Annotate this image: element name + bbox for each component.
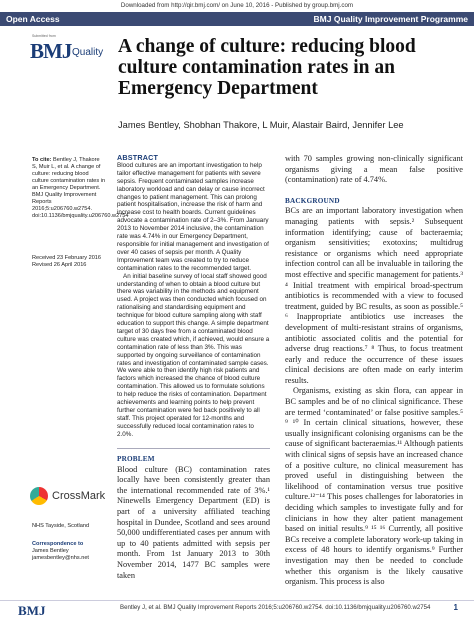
problem-heading: PROBLEM — [117, 455, 155, 463]
correspondence-email[interactable]: jamesbentley@nhs.net — [32, 555, 89, 561]
revised-date: Revised 26 April 2016 — [32, 262, 87, 268]
background-paragraph-1: BCs are an important laboratory investigation when managing patients with sepsis.² Subsequent information identifying; cause of bacteraemia; organism sensitivities; exotoxins; multidrug resistance or organisms which need appropriate infection control can all be invaluable in tailoring the most effective and specific management for patients.³ ⁴ Initial treatment with empirical broad-spectrum antibiotics is recommended with a view to focused treatment, guided by BC results, as soon as possible.⁵ ⁶ Inappropriate antibiotics use increases the development of multi-resistant strains of organisms, antibiotic associated colitis and the potential for adverse drug reactions.⁷ ⁸ Thus, to focus treatment early and reduce the occurrence of these issues clinical decisions are often made on early interim results. — [285, 206, 463, 385]
to-cite-label: To cite: — [32, 157, 52, 163]
logo-quality: Quality — [72, 47, 104, 58]
affiliation: NHS Tayside, Scotland — [32, 523, 90, 529]
journal-banner — [0, 12, 474, 26]
abstract-heading: ABSTRACT — [117, 153, 159, 162]
page-number: 1 — [453, 603, 458, 612]
correspondence-block — [32, 541, 106, 562]
abstract-divider — [117, 448, 270, 449]
logo-submitted-from: Submitted from — [32, 34, 56, 38]
correspondence-name: James Bentley — [32, 548, 69, 554]
bmj-quality-logo — [30, 39, 110, 67]
article-title: A change of culture: reducing blood culture contamination rates in an Emergency Department — [118, 36, 416, 99]
abstract-paragraph-2: An initial baseline survey of local staff showed good understanding of when to obtain a blood culture but there was variability in the methods and equipment used. A project was then conducted which focused on rationalising and standardising equipment and technique for blood culture sampling along with staff education to support this change. A simple department target of 30 days free from a contaminated blood culture was created which, if achieved, would ensure a contamination rate of less than 3%. This was supported by ongoing surveillance of contamination rates and investigation of contaminated sample cases. We were able to then identify high risk patients and factors which increased the chance of blood culture contamination. This allowed us to formulate solutions to help reduce the risks of contamination. Department achievements and learning points to help prevent further contamination were fed back positively to all staff. This project operated for 12-months and successfully reduced local contamination rates to 2.0%. — [117, 272, 270, 438]
logo-bmj: BMJ — [30, 39, 72, 63]
received-date: Received 23 February 2016 — [32, 255, 102, 261]
footer-divider — [0, 600, 474, 601]
journal-name: BMJ Quality Improvement Programme — [313, 14, 468, 24]
background-paragraph-2: Organisms, existing as skin flora, can appear in BC samples and be of no clinical significance. These are termed ‘contaminated’ or false positive samples.⁵ ⁹ ¹⁰ In certain clinical situations, however, these usually insignificant colonising organisms can be the cause of significant bacteraemias.¹¹ Although patients with clinical signs of sepsis have an increased chance of a positive culture, no clinical measurement has proved useful in distinguishing between the likelihood of contamination versus true positive culture.¹²⁻¹⁴ This poses challenges for laboratories in deciding which samples to investigate fully and for clinicians in how they alter patient management based on initial results.⁹ ¹⁵ ¹⁶ Currently, all positive BCs receive a complete laboratory work-up taking in excess of 48 hours to identify organisms.⁹ Further investigation may then be needed to conclude whether this organism is the likely causative organism. This process is also — [285, 386, 463, 587]
crossmark-label: CrossMark — [52, 490, 106, 502]
abstract — [117, 154, 270, 439]
citation-block — [32, 157, 129, 220]
footer-citation: Bentley J, et al. BMJ Quality Improvement Reports 2016;5:u206760.w2754. doi:10.1136/bmjquality.u206760.w2754 — [120, 604, 431, 611]
problem-section — [117, 454, 270, 581]
dates-block — [32, 255, 106, 269]
abstract-paragraph-1: Blood cultures are an important investigation to help tailor effective management for patients with severe sepsis. Frequent contaminated samples increase laboratory workload and can delay or cause incorrect changes to patient management. This can prolong patient hospitalisation, increase the risk of harm and increase cost to health boards. Current guidelines advocate a contamination rate of 2–3%. From January 2013 to November 2014 inclusive, the contamination rate was 4.74% in our Emergency Department, responsible for initial management and investigation of over 40 cases of sepsis per month. A Quality Improvement team was created to try to reduce contamination rates to the recommended target. — [117, 161, 269, 272]
correspondence-label: Correspondence to — [32, 541, 84, 547]
background-heading: BACKGROUND — [285, 196, 340, 205]
crossmark-badge[interactable] — [30, 487, 110, 507]
open-access-label: Open Access — [6, 14, 60, 24]
right-column — [285, 154, 463, 588]
footer-bmj-logo: BMJ — [18, 603, 46, 618]
problem-text: Blood culture (BC) contamination rates locally have been consistently greater than the international recommended rate of 3%.¹ Ninewells Emergency Department (ED) is part of a university affiliated teaching hospital in Dundee, Scotland and sees around 50,000 undifferentiated cases per annum with up to 40 patients admitted with sepsis per month. From 1st January 2013 to 30th November 2014, 1477 BC samples were taken — [117, 464, 270, 580]
continuation-text: with 70 samples growing non-clinically significant organisms giving a mean false positive (contamination) rate of 4.74%. — [285, 154, 463, 185]
crossmark-icon — [30, 487, 48, 505]
download-line: Downloaded from http://qir.bmj.com/ on June 10, 2016 - Published by group.bmj.com — [120, 2, 354, 9]
article-authors: James Bentley, Shobhan Thakore, L Muir, Alastair Baird, Jennifer Lee — [118, 120, 404, 130]
to-cite-text: Bentley J, Thakore S, Muir L, et al. A change of culture: reducing blood culture contamination rates in an Emergency Department. BMJ Quality Improvement Reports 2016;5:u206760.w2754. doi:10.1136/bmjquality.u206760.w2754 — [32, 157, 129, 219]
